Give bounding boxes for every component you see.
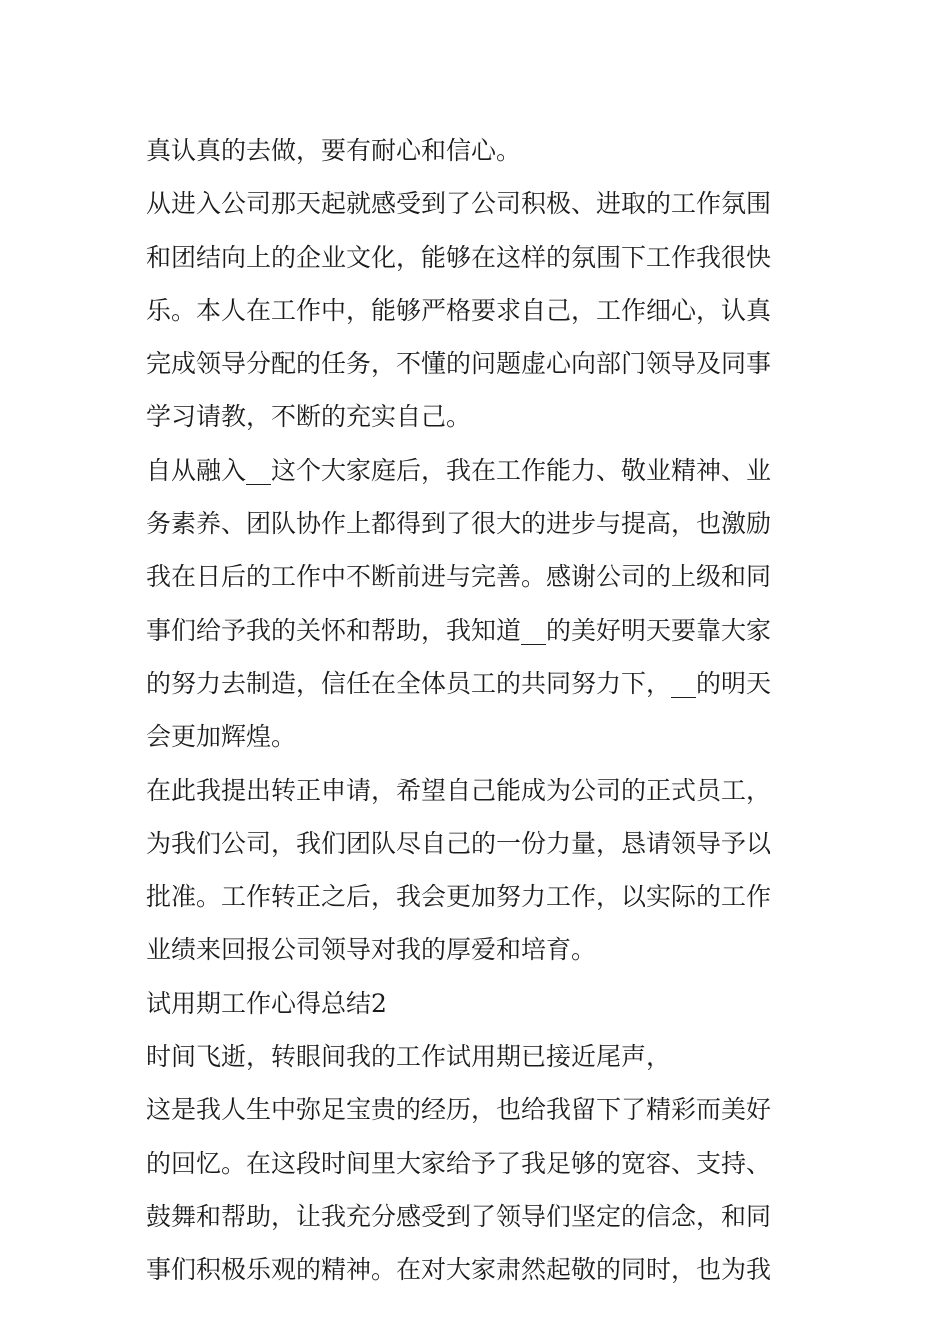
text-line: 事们给予我的关怀和帮助，我知道__的美好明天要靠大家: [146, 615, 772, 645]
text-line: 鼓舞和帮助，让我充分感受到了领导们坚定的信念，和同: [146, 1201, 772, 1231]
text-line: 乐。本人在工作中，能够严格要求自己，工作细心，认真: [146, 295, 772, 325]
document-body: [146, 124, 810, 1297]
text-line: 事们积极乐观的精神。在对大家肃然起敬的同时，也为我: [146, 1255, 772, 1285]
text-line: 业绩来回报公司领导对我的厚爱和培育。: [146, 935, 597, 965]
text-line: 批准。工作转正之后，我会更加努力工作，以实际的工作: [146, 882, 772, 912]
text-line: 时间飞逝，转眼间我的工作试用期已接近尾声，: [146, 1042, 672, 1072]
text-line: 在此我提出转正申请，希望自己能成为公司的正式员工，: [146, 775, 772, 805]
text-line: 这是我人生中弥足宝贵的经历，也给我留下了精彩而美好: [146, 1095, 772, 1125]
text-line: 自从融入__这个大家庭后，我在工作能力、敬业精神、业: [146, 455, 772, 485]
text-line: 我在日后的工作中不断前进与完善。感谢公司的上级和同: [146, 562, 772, 592]
section-heading: 试用期工作心得总结2: [146, 988, 387, 1018]
text-line: 为我们公司，我们团队尽自己的一份力量，恳请领导予以: [146, 828, 772, 858]
text-line: 从进入公司那天起就感受到了公司积极、进取的工作氛围: [146, 189, 772, 219]
text-line: 会更加辉煌。: [146, 722, 297, 752]
text-line: 学习请教，不断的充实自己。: [146, 402, 472, 432]
text-line: 务素养、团队协作上都得到了很大的进步与提高，也激励: [146, 509, 772, 539]
text-line: 的回忆。在这段时间里大家给予了我足够的宽容、支持、: [146, 1148, 772, 1178]
text-line: 和团结向上的企业文化，能够在这样的氛围下工作我很快: [146, 242, 772, 272]
text-line: 完成领导分配的任务，不懂的问题虚心向部门领导及同事: [146, 349, 772, 379]
text-line: 真认真的去做，要有耐心和信心。: [146, 136, 522, 165]
text-line: 的努力去制造，信任在全体员工的共同努力下，__的明天: [146, 668, 772, 698]
